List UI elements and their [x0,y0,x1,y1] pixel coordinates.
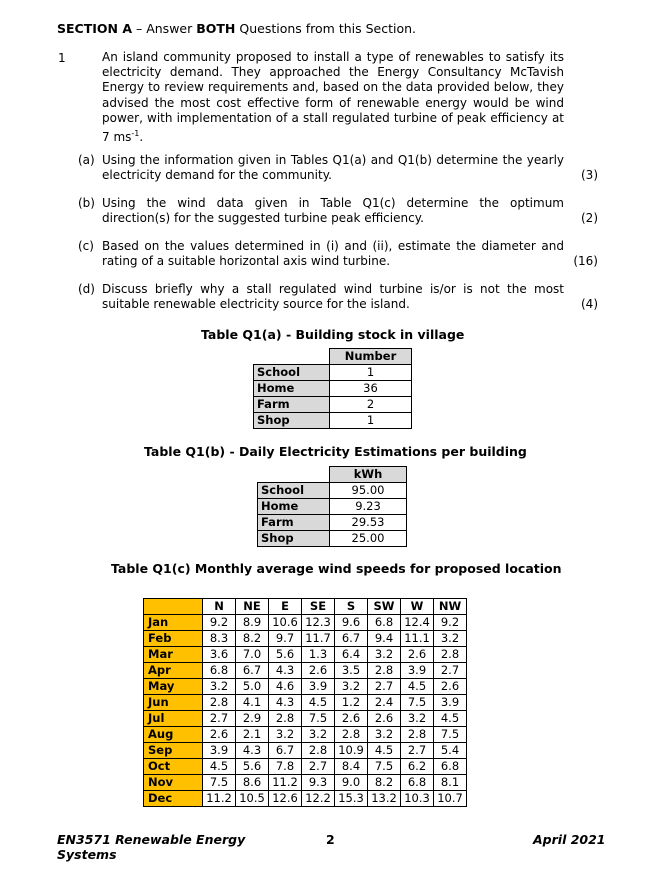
wind-speed-table [143,598,467,807]
wind-speed-cell: 3.9 [203,743,236,759]
wind-speed-cell: 4.5 [203,759,236,775]
wind-speed-cell: 1.3 [302,647,335,663]
wind-speed-cell: 6.2 [401,759,434,775]
section-label: SECTION A [57,21,133,36]
part-text: Using the wind data given in Table Q1(c) determine the optimum direction(s) for the suggested turbine peak efficiency. [102,196,564,226]
table-row [144,727,467,743]
table-row [254,397,412,413]
wind-speed-cell: 4.3 [269,695,302,711]
part-label: (c) [78,239,94,253]
intro-text: An island community proposed to install a type of renewables to satisfy its electricity demand. They approached the Energy Consultancy McTavish Energy to review requirements and, based on the data provided below, they advised the most cost effective form of renewable energy would be wind power, with implementation of a stall regulated turbine of peak efficiency at 7 ms [102,50,564,145]
wind-speed-cell: 1.2 [335,695,368,711]
wind-speed-cell: 10.6 [269,615,302,631]
wind-speed-cell: 2.6 [368,711,401,727]
row-label: School [258,483,330,499]
wind-speed-cell: 2.9 [236,711,269,727]
table-row [144,743,467,759]
table-row [144,631,467,647]
exam-date: April 2021 [533,832,606,847]
wind-speed-cell: 3.2 [335,679,368,695]
wind-speed-cell: 6.7 [236,663,269,679]
course-line-1: EN3571 Renewable Energy [57,832,246,847]
wind-speed-cell: 15.3 [335,791,368,807]
wind-speed-cell: 3.9 [302,679,335,695]
table-row [144,791,467,807]
wind-speed-cell: 11.1 [401,631,434,647]
wind-speed-cell: 2.1 [236,727,269,743]
row-value: 29.53 [330,515,407,531]
wind-speed-cell: 4.5 [401,679,434,695]
month-label: Feb [144,631,203,647]
wind-speed-cell: 10.5 [236,791,269,807]
row-value: 36 [330,381,412,397]
wind-table-body [144,615,467,807]
intro-end: . [139,130,144,145]
wind-speed-cell: 10.9 [335,743,368,759]
wind-speed-cell: 2.7 [434,663,467,679]
section-bold-word: BOTH [196,21,236,36]
wind-speed-cell: 4.5 [368,743,401,759]
part-marks: (2) [581,211,598,225]
wind-speed-cell: 8.9 [236,615,269,631]
wind-speed-cell: 2.8 [335,727,368,743]
direction-header: E [269,599,302,615]
wind-speed-cell: 7.5 [401,695,434,711]
row-value: 25.00 [330,531,407,547]
wind-speed-cell: 8.2 [368,775,401,791]
table-row [254,413,412,429]
table-row [258,499,407,515]
wind-speed-cell: 10.3 [401,791,434,807]
question-number: 1 [58,51,66,65]
row-label: Shop [254,413,330,429]
month-label: Oct [144,759,203,775]
table-row [144,775,467,791]
wind-speed-cell: 9.3 [302,775,335,791]
table-row [144,615,467,631]
table-row [258,515,407,531]
direction-header: NE [236,599,269,615]
wind-speed-cell: 3.2 [401,711,434,727]
section-dash: – Answer [132,21,197,36]
wind-speed-cell: 2.7 [302,759,335,775]
wind-speed-cell: 2.7 [401,743,434,759]
table-a-caption: Table Q1(a) - Building stock in village [201,327,465,342]
table-header-row [258,467,407,483]
footer-course [57,832,245,862]
wind-speed-cell: 9.4 [368,631,401,647]
wind-speed-cell: 12.6 [269,791,302,807]
wind-speed-cell: 3.5 [335,663,368,679]
wind-speed-cell: 2.8 [203,695,236,711]
part-label: (b) [78,196,95,210]
wind-speed-cell: 2.7 [203,711,236,727]
wind-speed-cell: 8.6 [236,775,269,791]
row-label: Shop [258,531,330,547]
column-header: kWh [330,467,407,483]
wind-speed-cell: 6.8 [434,759,467,775]
wind-speed-cell: 9.2 [203,615,236,631]
row-value: 1 [330,413,412,429]
wind-speed-cell: 4.6 [269,679,302,695]
part-text: Discuss briefly why a stall regulated wind turbine is/or is not the most suitable renewable electricity source for the island. [102,282,564,312]
row-label: School [254,365,330,381]
table-b-caption: Table Q1(b) - Daily Electricity Estimations per building [144,444,527,459]
table-c-caption: Table Q1(c) Monthly average wind speeds for proposed location [111,561,562,576]
wind-speed-cell: 9.7 [269,631,302,647]
wind-speed-cell: 2.8 [401,727,434,743]
direction-header: NW [434,599,467,615]
wind-speed-cell: 7.0 [236,647,269,663]
part-marks: (4) [581,297,598,311]
row-value: 95.00 [330,483,407,499]
month-label: Aug [144,727,203,743]
wind-speed-cell: 3.9 [401,663,434,679]
wind-speed-cell: 2.6 [302,663,335,679]
month-label: Jun [144,695,203,711]
wind-speed-cell: 3.2 [368,727,401,743]
table-row [144,679,467,695]
section-suffix: Questions from this Section. [235,21,417,36]
table-row [254,365,412,381]
month-label: Jul [144,711,203,727]
question-intro [102,50,564,145]
wind-speed-cell: 4.3 [269,663,302,679]
wind-speed-cell: 9.6 [335,615,368,631]
wind-speed-cell: 6.7 [335,631,368,647]
table-row [258,531,407,547]
wind-speed-cell: 6.4 [335,647,368,663]
wind-speed-cell: 12.4 [401,615,434,631]
month-label: May [144,679,203,695]
wind-speed-cell: 11.2 [203,791,236,807]
wind-speed-cell: 5.6 [269,647,302,663]
wind-speed-cell: 2.6 [203,727,236,743]
wind-speed-cell: 7.5 [302,711,335,727]
wind-speed-cell: 3.9 [434,695,467,711]
wind-speed-cell: 9.2 [434,615,467,631]
wind-speed-cell: 6.7 [269,743,302,759]
wind-speed-cell: 3.6 [203,647,236,663]
wind-speed-cell: 9.0 [335,775,368,791]
part-text: Using the information given in Tables Q1(a) and Q1(b) determine the yearly electricity demand for the community. [102,153,564,183]
table-row [144,711,467,727]
wind-speed-cell: 2.8 [368,663,401,679]
section-heading [57,21,416,36]
building-stock-table [253,348,412,429]
part-label: (d) [78,282,95,296]
month-label: Apr [144,663,203,679]
direction-header: SW [368,599,401,615]
table-header-row [144,599,467,615]
table-row [144,695,467,711]
wind-speed-cell: 2.8 [269,711,302,727]
part-label: (a) [78,153,95,167]
wind-speed-cell: 7.8 [269,759,302,775]
wind-speed-cell: 2.8 [434,647,467,663]
wind-speed-cell: 12.2 [302,791,335,807]
wind-speed-cell: 3.2 [368,647,401,663]
table-row [144,663,467,679]
wind-speed-cell: 4.5 [302,695,335,711]
month-label: Mar [144,647,203,663]
wind-speed-cell: 7.5 [368,759,401,775]
month-label: Dec [144,791,203,807]
table-row [254,381,412,397]
table-row [144,647,467,663]
table-corner [144,599,203,615]
wind-speed-cell: 8.2 [236,631,269,647]
row-label: Farm [254,397,330,413]
wind-speed-cell: 5.6 [236,759,269,775]
course-line-2: Systems [57,847,117,862]
wind-speed-cell: 10.7 [434,791,467,807]
wind-speed-cell: 11.7 [302,631,335,647]
month-label: Sep [144,743,203,759]
wind-speed-cell: 5.0 [236,679,269,695]
wind-speed-cell: 13.2 [368,791,401,807]
wind-speed-cell: 2.6 [335,711,368,727]
wind-speed-cell: 2.7 [368,679,401,695]
wind-speed-cell: 7.5 [203,775,236,791]
wind-speed-cell: 7.5 [434,727,467,743]
wind-speed-cell: 2.8 [302,743,335,759]
wind-speed-cell: 3.2 [302,727,335,743]
month-label: Jan [144,615,203,631]
wind-speed-cell: 8.1 [434,775,467,791]
wind-speed-cell: 8.4 [335,759,368,775]
wind-speed-cell: 2.6 [434,679,467,695]
direction-header: S [335,599,368,615]
row-value: 2 [330,397,412,413]
wind-speed-cell: 3.2 [269,727,302,743]
column-header: Number [330,349,412,365]
daily-electricity-table [257,466,407,547]
table-corner [258,467,330,483]
wind-speed-cell: 4.5 [434,711,467,727]
wind-speed-cell: 11.2 [269,775,302,791]
wind-speed-cell: 6.8 [368,615,401,631]
direction-header: W [401,599,434,615]
part-marks: (3) [581,168,598,182]
wind-speed-cell: 4.3 [236,743,269,759]
row-label: Home [254,381,330,397]
wind-speed-cell: 3.2 [434,631,467,647]
month-label: Nov [144,775,203,791]
direction-header: SE [302,599,335,615]
wind-speed-cell: 6.8 [203,663,236,679]
table-row [144,759,467,775]
part-marks: (16) [573,254,598,268]
wind-speed-cell: 2.6 [401,647,434,663]
wind-speed-cell: 4.1 [236,695,269,711]
row-label: Home [258,499,330,515]
part-text: Based on the values determined in (i) and (ii), estimate the diameter and rating of a suitable horizontal axis wind turbine. [102,239,564,269]
wind-speed-cell: 5.4 [434,743,467,759]
table-corner [254,349,330,365]
page-number: 2 [326,832,335,847]
wind-speed-cell: 3.2 [203,679,236,695]
wind-speed-cell: 12.3 [302,615,335,631]
wind-speed-cell: 8.3 [203,631,236,647]
wind-speed-cell: 2.4 [368,695,401,711]
row-label: Farm [258,515,330,531]
row-value: 9.23 [330,499,407,515]
wind-speed-cell: 6.8 [401,775,434,791]
direction-header: N [203,599,236,615]
row-value: 1 [330,365,412,381]
intro-superscript: -1 [131,129,140,139]
table-header-row [254,349,412,365]
table-row [258,483,407,499]
